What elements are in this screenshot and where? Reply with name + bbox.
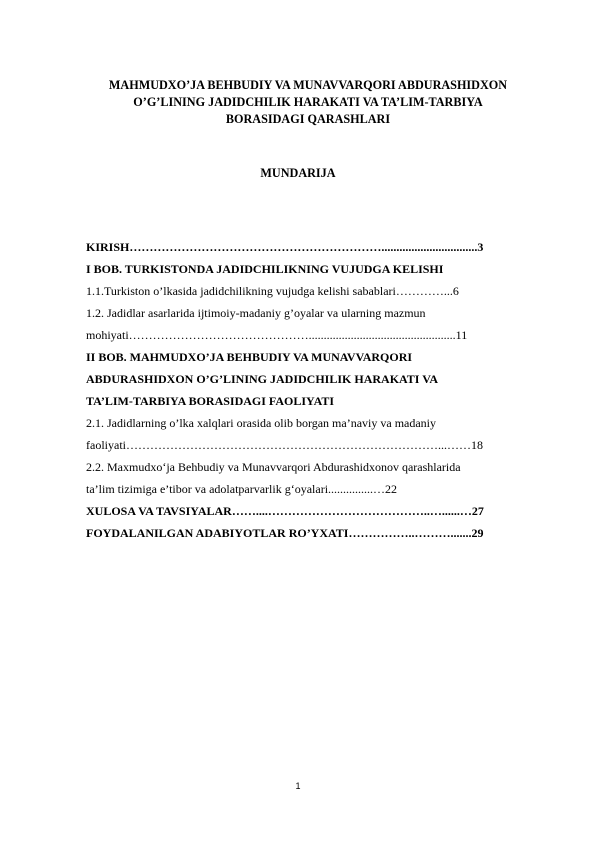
toc-entry-references: FOYDALANILGAN ADABIYOTLAR RO’YXATI……………..……….......29 xyxy=(86,526,484,540)
contents-heading: MUNDARIJA xyxy=(260,166,336,180)
title-line-3: BORASIDAGI QARASHLARI xyxy=(225,112,391,126)
toc-section-1-2: 1.2. Jadidlar asarlarida ijtimoiy-madaniy g’oyalar va ularning mazmun xyxy=(86,306,426,320)
toc-section-2-1-continued: faoliyati……………………………………………………………………...……18 xyxy=(86,438,483,452)
toc-chapter-2: II BOB. MAHMUDXO’JA BEHBUDIY VA MUNAVVARQORI xyxy=(86,350,413,364)
toc-section-1-1: 1.1.Turkiston o’lkasida jadidchilikning vujudga kelishi sabablari…………...6 xyxy=(86,284,459,298)
toc-section-2-1: 2.1. Jadidlarning o’lka xalqlari orasida olib borgan ma’naviy va madaniy xyxy=(86,416,437,430)
page-number: 1 xyxy=(295,781,301,791)
document-title xyxy=(78,77,538,128)
toc-entry-introduction: KIRISH………………………………………………………................................3 xyxy=(86,240,484,254)
toc-section-2-2: 2.2. Maxmudxo‘ja Behbudiy va Munavvarqori Abdurashidxonov qarashlarida xyxy=(86,460,461,474)
toc-chapter-1: I BOB. TURKISTONDA JADIDCHILIKNING VUJUDGA KELISHI xyxy=(86,262,444,276)
title-line-2: O’G’LINING JADIDCHILIK HARAKATI VA TA’LIM-TARBIYA xyxy=(133,95,483,109)
toc-section-1-2-continued: mohiyati……………………………………….................................................11 xyxy=(86,328,468,342)
toc-chapter-2-continued-2: TA’LIM-TARBIYA BORASIDAGI FAOLIYATI xyxy=(86,394,335,408)
table-of-contents xyxy=(86,236,556,544)
toc-section-2-2-continued: ta’lim tizimiga e’tibor va adolatparvarlik g‘oyalari...............…22 xyxy=(86,482,398,496)
toc-entry-conclusion: XULOSA VA TAVSIYALAR……....…………………………………..…......…27 xyxy=(86,504,484,518)
toc-chapter-2-continued: ABDURASHIDXON O’G’LINING JADIDCHILIK HARAKATI VA xyxy=(86,372,439,386)
title-line-1: MAHMUDXO’JA BEHBUDIY VA MUNAVVARQORI ABDURASHIDXON xyxy=(108,78,508,92)
